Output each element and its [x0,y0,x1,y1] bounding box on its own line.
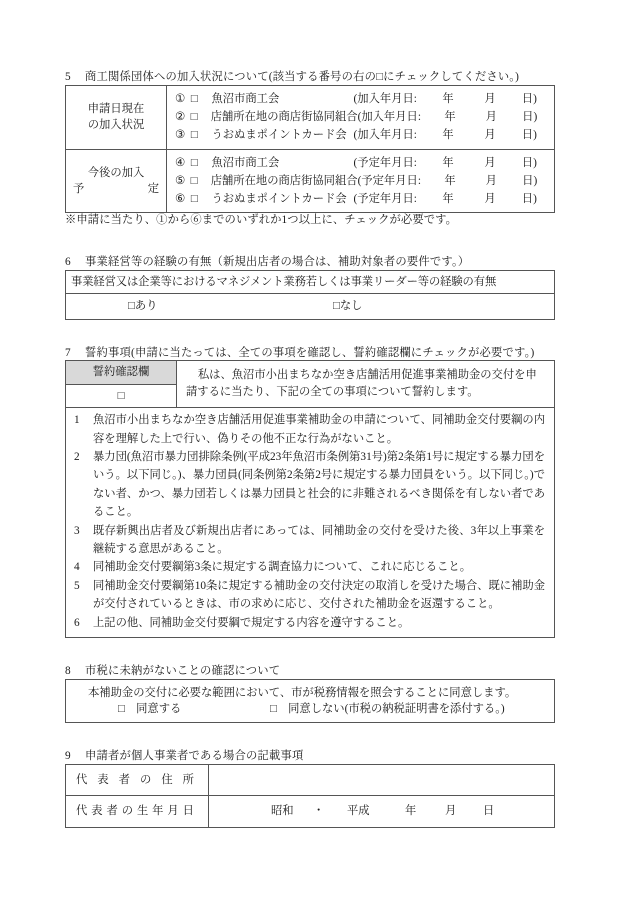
checkbox-item-5[interactable]: □ [190,174,198,187]
table-row-tax-consent [66,679,555,723]
tax-consent-statement: 本補助金の交付に必要な範囲において、市が税務情報を照会することに同意します。 [88,686,517,699]
pledge-item-text-4: 同補助金交付要綱第3条に規定する調査協力について、これに応じること。 [93,561,471,574]
item-name-6: うおぬまポイントカード会 [211,193,347,206]
section-5-note: ※申請に当たり、①から⑥までのいずれか1つ以上に、チェックが必要です。 [65,214,458,227]
year-field-2[interactable]: 年 [444,110,456,123]
table-row-experience-question [66,270,555,293]
table-row-pledge-items [66,408,555,638]
list-item[interactable] [175,90,548,108]
checkbox-item-4[interactable]: □ [190,156,198,169]
month-field-1[interactable]: 月 [484,92,496,105]
day-field-1[interactable]: 日) [521,92,537,105]
section-8-number: 8 [65,664,71,677]
item-name-5: 店舗所在地の商店街協同組合 [210,174,358,187]
pledge-item-text-3: 既存新興出店者及び新規出店者にあっては、同補助金の交付を受けた後、3年以上事業を継続する意思があること。 [93,524,545,555]
section-7-title: 誓約事項(申請に当たっては、全ての事項を確認し、誓約確認欄にチェックが必要です。) [85,346,535,359]
dob-month-field[interactable]: 月 [445,805,457,818]
future-membership-label-line2: 予 定 [73,183,159,195]
section-9-heading [65,749,565,764]
section-5-title: 商工関係団体への加入状況について(該当する番号の右の□にチェックしてください。) [85,71,520,83]
list-item[interactable] [175,154,548,172]
item-name-4: 魚沼市商工会 [211,156,280,169]
dob-year-field[interactable]: 年 [405,805,417,818]
day-field-3[interactable]: 日) [521,129,537,142]
item-date-label-4: (予定年月日: [353,156,417,169]
future-membership-label: 今後の加入 予 定 [66,149,167,213]
pledge-item-text-5: 同補助金交付要綱第10条に規定する補助金の交付決定の取消しを受けた場合、既に補助金が交付されているときは、市の求めに応じ、交付された補助金を返還すること。 [93,579,545,611]
section-9-title: 申請者が個人事業者である場合の記載事項 [85,750,304,763]
table-row-future-membership [66,149,555,213]
table-row-experience-answer [66,294,555,319]
item-number-3: ③ [175,129,186,142]
pledge-item-number-1: 1 [74,414,80,427]
pledge-table [65,360,555,638]
month-field-3[interactable]: 月 [484,129,496,142]
item-number-6: ⑥ [175,193,186,206]
tax-consent-choices [74,701,546,717]
pledge-intro-text: 私は、魚沼市小出まちなか空き店舗活用促進事業補助金の交付を申請するに当たり、下記の全ての事項について誓約します。 [186,369,537,398]
era-showa-option[interactable]: 昭和 [271,805,294,818]
pledge-item-number-6: 6 [74,616,80,629]
checkbox-tax-agree[interactable]: □ 同意する [118,703,182,716]
membership-status-table [65,85,555,214]
representative-dob-field[interactable] [209,796,555,827]
current-membership-label: 申請日現在 の加入状況 [66,85,167,149]
item-number-5: ⑤ [175,174,186,187]
section-5-heading [65,70,565,85]
item-number-2: ② [175,110,186,123]
list-item [74,614,545,632]
pledge-item-number-5: 5 [74,579,80,592]
experience-question: 事業経営又は企業等におけるマネジメント業務若しくは事業リーダー等の経験の有無 [66,270,555,293]
year-field-6[interactable]: 年 [442,193,454,206]
month-field-5[interactable]: 月 [485,174,497,187]
pledge-item-text-2: 暴力団(魚沼市暴力団排除条例(平成23年魚沼市条例第31号)第2条第1号に規定する暴力団をいう。以下同じ。)、暴力団員(同条例第2条第2号に規定する暴力団員をいう。以下同じ。)でない者、かつ、暴力団若しくは暴力団員と社会的に非難されるべき関係を有しない者であること。 [93,450,545,519]
experience-answer-cell [66,294,555,319]
pledge-item-list [74,411,545,632]
item-date-label-3: (加入年月日: [353,129,417,142]
year-field-5[interactable]: 年 [444,174,456,187]
table-row-representative-dob [66,796,555,827]
experience-table [65,270,555,320]
list-item [74,558,545,576]
list-item[interactable] [175,126,548,144]
list-item[interactable] [175,190,548,208]
list-item[interactable] [175,172,548,190]
item-name-3: うおぬまポイントカード会 [211,129,347,142]
section-8-heading [65,664,565,679]
era-heisei-option[interactable]: 平成 [347,805,370,818]
section-6-number: 6 [65,256,71,269]
item-number-4: ④ [175,156,186,169]
month-field-2[interactable]: 月 [485,110,497,123]
representative-address-field[interactable] [209,765,555,796]
future-membership-options [167,149,555,213]
pledge-item-number-3: 3 [74,524,80,537]
month-field-4[interactable]: 月 [484,156,496,169]
tax-consent-cell [66,679,555,723]
list-item[interactable] [175,108,548,126]
day-field-2[interactable]: 日) [522,110,538,123]
pledge-item-text-1: 魚沼市小出まちなか空き店舗活用促進事業補助金の申請について、同補助金交付要綱の内容を理解した上で行い、偽りその他不正な行為がないこと。 [93,414,545,445]
table-row-current-membership [66,85,555,149]
pledge-confirm-label: 誓約確認欄 [66,361,177,384]
section-6-title: 事業経営等の経験の有無（新規出店者の場合は、補助対象者の要件です。） [85,256,470,269]
representative-address-label-chars: 代 表 者 の 住 所 [76,774,194,787]
item-date-label-2: (加入年月日: [357,110,421,123]
representative-dob-label-chars: 代 表 者 の 生 年 月 日 [76,805,194,818]
dob-day-field[interactable]: 日 [483,805,495,818]
day-field-5[interactable]: 日) [522,174,538,187]
list-item [74,577,545,614]
representative-dob-label [66,796,209,827]
year-field-1[interactable]: 年 [442,92,454,105]
section-8-title: 市税に未納がないことの確認について [85,664,281,677]
checkbox-item-2[interactable]: □ [190,110,198,123]
checkbox-experience-no[interactable]: □なし [333,300,363,313]
pledge-item-number-4: 4 [74,561,80,574]
pledge-item-number-2: 2 [74,450,80,463]
year-field-3[interactable]: 年 [442,129,454,142]
item-date-label-1: (加入年月日: [353,92,417,105]
checkbox-item-1[interactable]: □ [190,92,198,105]
section-6-heading [65,255,565,270]
current-membership-options [167,85,555,149]
list-item [74,522,545,559]
tax-consent-table [65,679,555,724]
month-field-6[interactable]: 月 [484,193,496,206]
representative-address-label [66,765,209,796]
day-field-4[interactable]: 日) [521,156,537,169]
checkbox-pledge-confirm[interactable]: □ [66,384,177,407]
pledge-intro-cell [177,361,555,408]
checkbox-tax-disagree[interactable]: □ 同意しない(市税の納税証明書を添付する。) [270,703,505,716]
item-name-1: 魚沼市商工会 [211,92,280,105]
era-separator: ・ [313,805,325,818]
section-7-number: 7 [65,346,71,359]
checkbox-item-6[interactable]: □ [190,193,198,206]
table-row-pledge-header [66,361,555,384]
pledge-item-text-6: 上記の他、同補助金交付要綱で規定する内容を遵守すること。 [93,616,410,629]
section-5-number: 5 [65,71,71,83]
item-date-label-5: (予定年月日: [357,174,421,187]
year-field-4[interactable]: 年 [442,156,454,169]
section-9-number: 9 [65,750,71,763]
section-7-heading [65,346,565,361]
checkbox-experience-yes[interactable]: □あり [128,300,158,313]
list-item [74,448,545,522]
list-item [74,411,545,448]
item-number-1: ① [175,92,186,105]
pledge-items-cell [66,408,555,638]
item-name-2: 店舗所在地の商店街協同組合 [210,110,358,123]
table-row-representative-address [66,765,555,796]
item-date-label-6: (予定年月日: [353,193,417,206]
representative-table [65,764,555,828]
day-field-6[interactable]: 日) [521,193,537,206]
checkbox-item-3[interactable]: □ [190,129,198,142]
